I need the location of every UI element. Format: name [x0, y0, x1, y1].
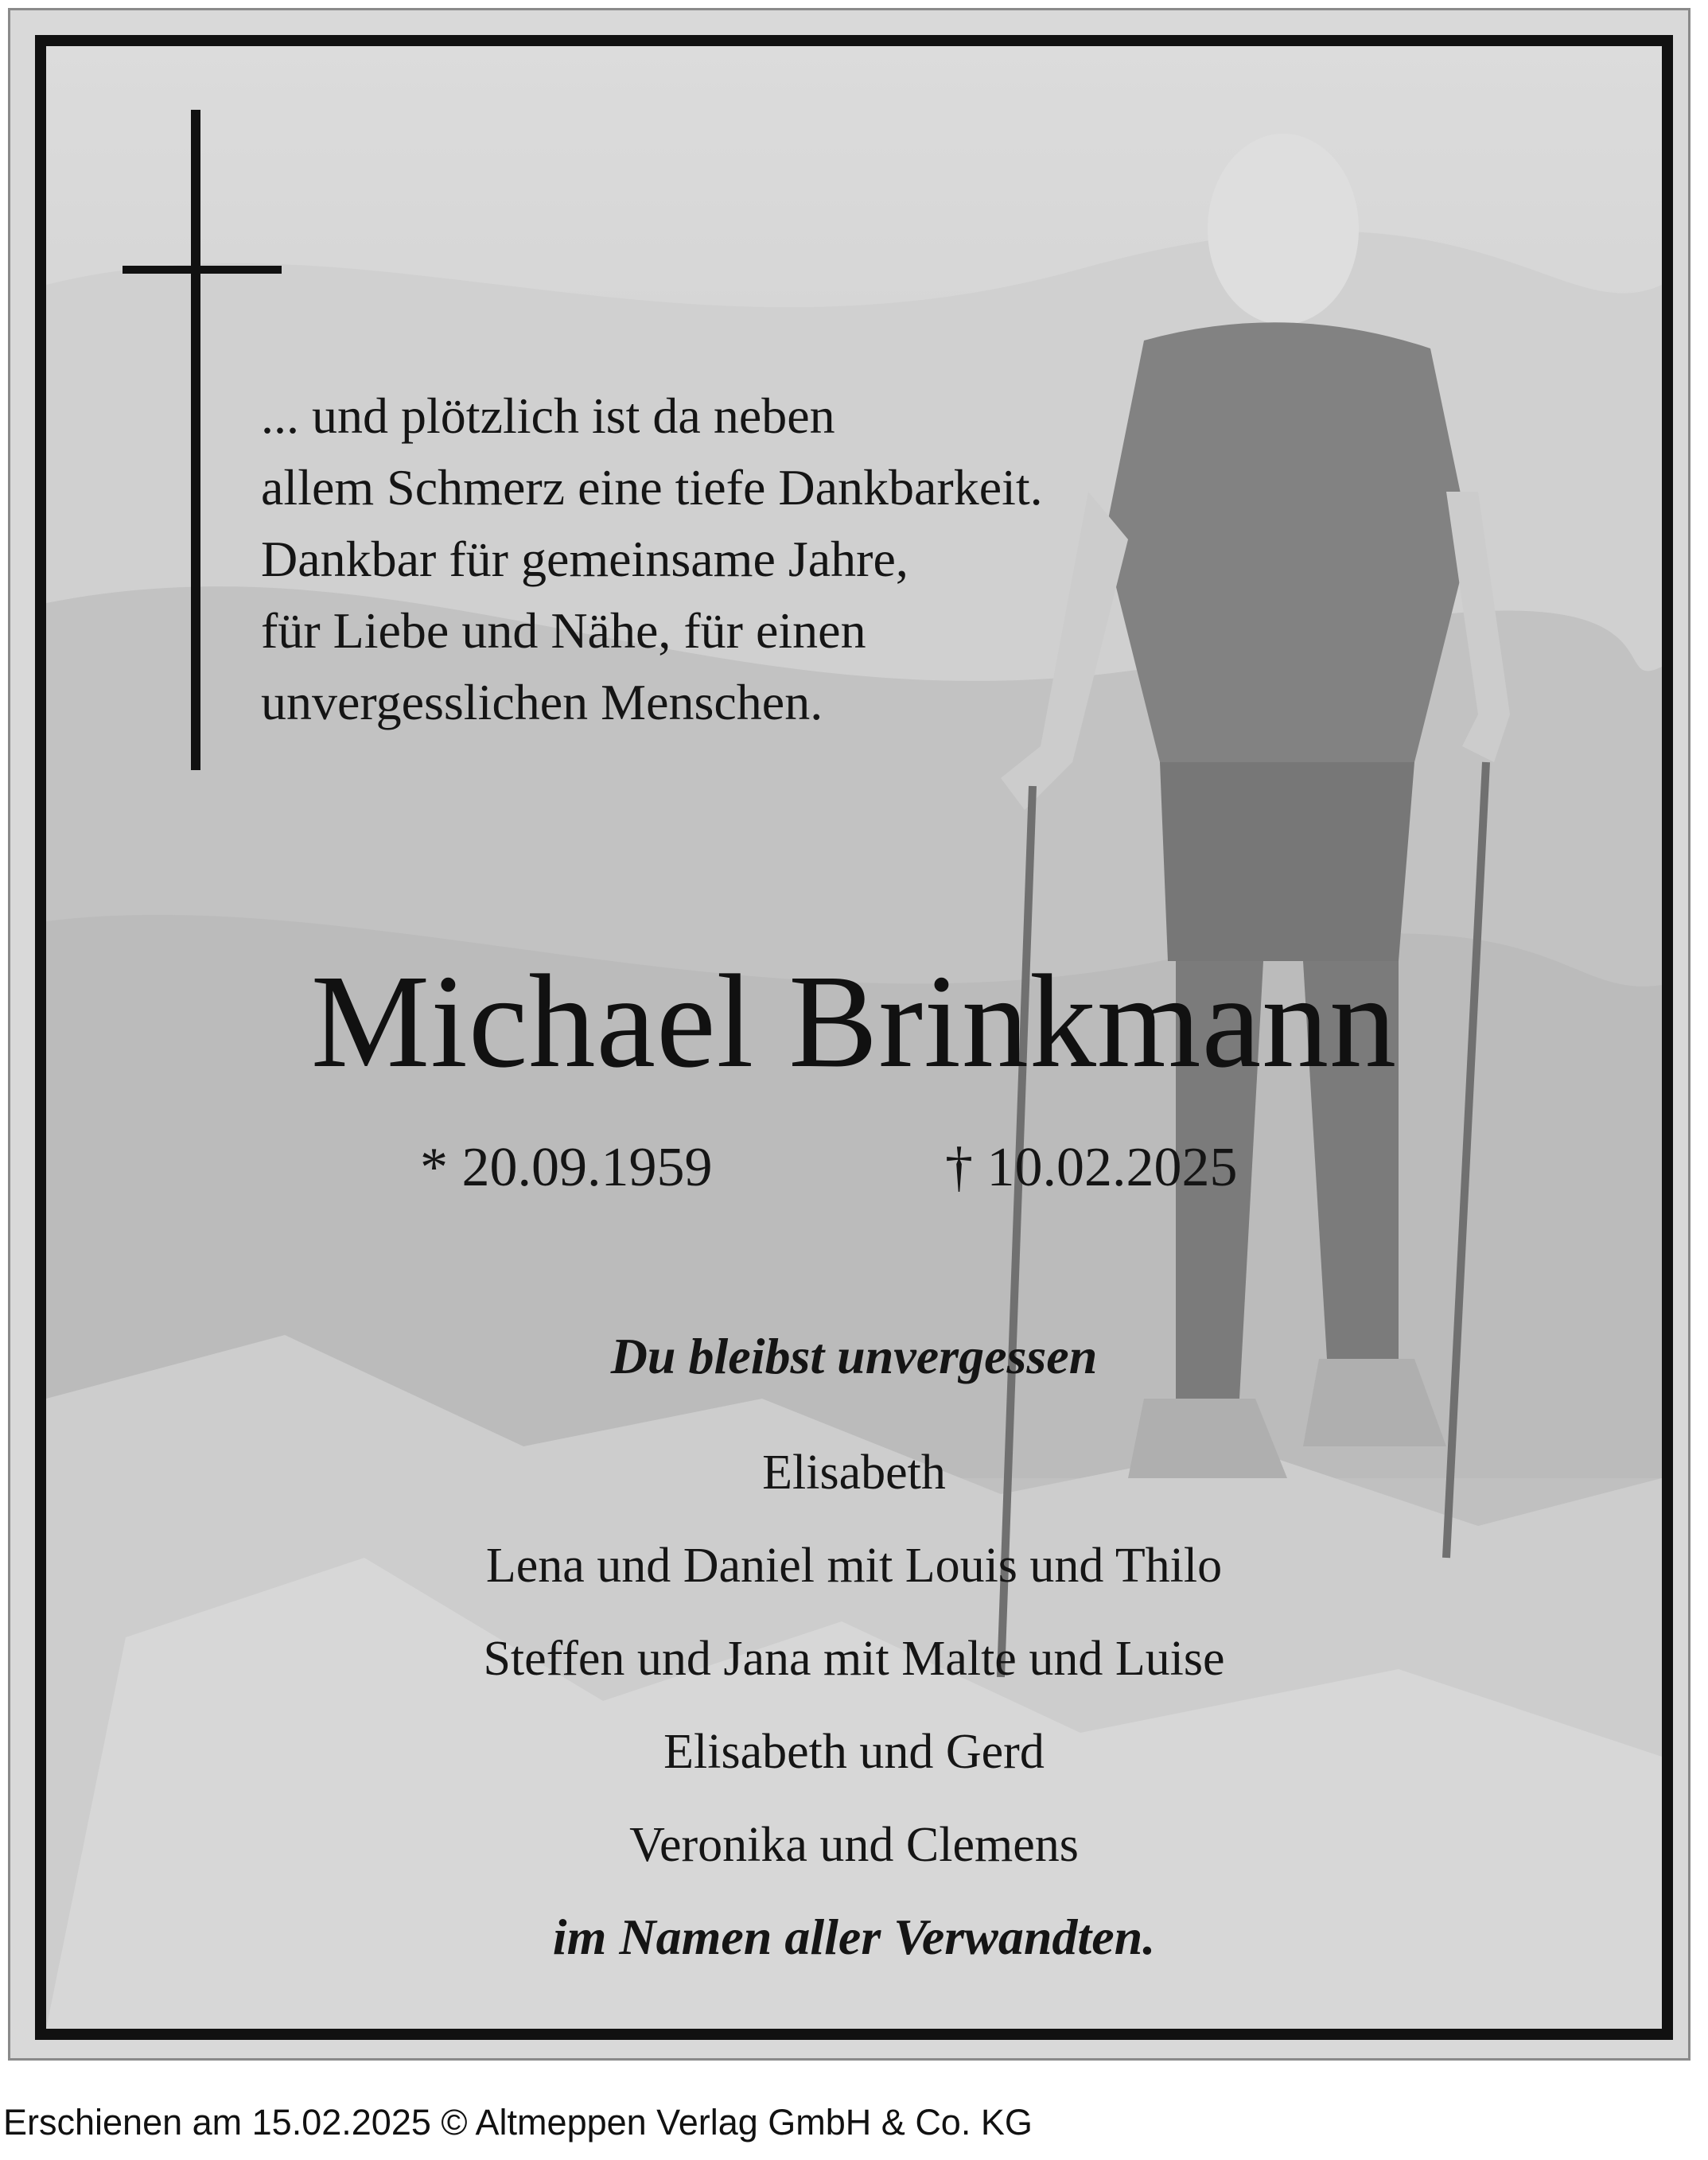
mourner: Steffen und Jana mit Malte und Luise [483, 1632, 1225, 1686]
poem-line: für Liebe und Nähe, für einen [261, 602, 866, 659]
mourner: Veronika und Clemens [629, 1818, 1079, 1872]
poem-line: allem Schmerz eine tiefe Dankbarkeit. [261, 459, 1043, 516]
closing-line: im Namen aller Verwandten. [552, 1909, 1156, 1965]
poem-line: unvergesslichen Menschen. [261, 674, 823, 730]
cross-vertical-bar [191, 110, 200, 770]
mourner: Elisabeth und Gerd [663, 1725, 1045, 1779]
obituary-frame [35, 35, 1673, 2040]
publication-footer: Erschienen am 15.02.2025 © Altmeppen Verlag GmbH & Co. KG [3, 2102, 1033, 2142]
poem [261, 380, 1043, 738]
cross-horizontal-bar [123, 266, 282, 274]
death-date: † 10.02.2025 [945, 1137, 1238, 1198]
birth-date: * 20.09.1959 [420, 1137, 713, 1198]
mourner: Elisabeth [762, 1446, 946, 1500]
farewell-line: Du bleibst unvergessen [610, 1328, 1098, 1384]
deceased-name: Michael Brinkmann [310, 948, 1398, 1096]
mourner: Lena und Daniel mit Louis und Thilo [485, 1539, 1223, 1593]
mourners-list [46, 1426, 1662, 1892]
poem-line: Dankbar für gemeinsame Jahre, [261, 531, 908, 587]
cross-icon [123, 110, 250, 770]
poem-line: ... und plötzlich ist da neben [261, 387, 835, 444]
